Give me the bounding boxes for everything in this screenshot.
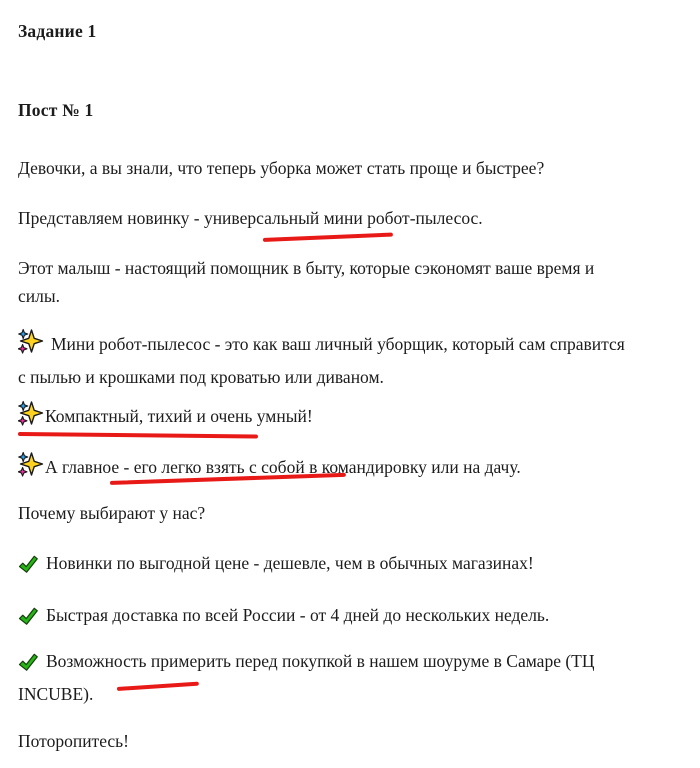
check-mark-icon bbox=[18, 554, 39, 582]
check-mark-icon bbox=[18, 652, 39, 680]
paragraph-why-choose-us: Почему выбирают у нас? bbox=[18, 503, 206, 523]
check-mark-icon bbox=[18, 606, 39, 634]
sparkles-icon bbox=[18, 451, 44, 486]
sparkles-icon bbox=[18, 328, 44, 363]
paragraph-helper-line1: Этот малыш - настоящий помощник в быту, которые сэкономят ваше время и bbox=[18, 258, 595, 278]
check-item-showroom bbox=[18, 647, 683, 708]
check-item-showroom-line2: INCUBE). bbox=[18, 684, 94, 704]
check-item-delivery-text: Быстрая доставка по всей России - от 4 дней до нескольких недель. bbox=[46, 605, 550, 625]
paragraph-new-product: Представляем новинку - универсальный мини робот-пылесос. bbox=[18, 208, 483, 228]
check-item-delivery bbox=[18, 601, 683, 634]
check-item-prices-text: Новинки по выгодной цене - дешевле, чем в обычных магазинах! bbox=[46, 553, 534, 573]
check-item-showroom-text1: Возможность примерить перед покупкой в нашем шоуруме в Самаре (ТЦ bbox=[46, 651, 595, 671]
check-item-showroom-line1 bbox=[18, 647, 683, 680]
bullet-travel-text: А главное - его легко взять с собой в командировку или на дачу. bbox=[45, 457, 521, 477]
sparkles-icon bbox=[18, 400, 44, 435]
paragraph-helper bbox=[18, 254, 683, 310]
post-number-heading: Пост № 1 bbox=[18, 100, 94, 120]
red-underline-mini-robot bbox=[263, 233, 393, 242]
paragraph-intro: Девочки, а вы знали, что теперь уборка может стать проще и быстрее? bbox=[18, 158, 545, 178]
paragraph-hurry: Поторопитесь! bbox=[18, 731, 129, 751]
bullet-personal-cleaner-line2: с пылью и крошками под кроватью или диваном. bbox=[18, 367, 384, 387]
bullet-personal-cleaner bbox=[18, 328, 683, 391]
check-item-prices bbox=[18, 549, 683, 582]
assignment-heading: Задание 1 bbox=[18, 21, 97, 41]
bullet-personal-cleaner-text1: Мини робот-пылесос - это как ваш личный уборщик, который сам справится bbox=[51, 334, 625, 354]
paragraph-helper-line2: силы. bbox=[18, 286, 60, 306]
bullet-compact bbox=[18, 400, 683, 435]
bullet-compact-text: Компактный, тихий и очень умный! bbox=[45, 406, 313, 426]
bullet-personal-cleaner-line1 bbox=[18, 328, 683, 363]
